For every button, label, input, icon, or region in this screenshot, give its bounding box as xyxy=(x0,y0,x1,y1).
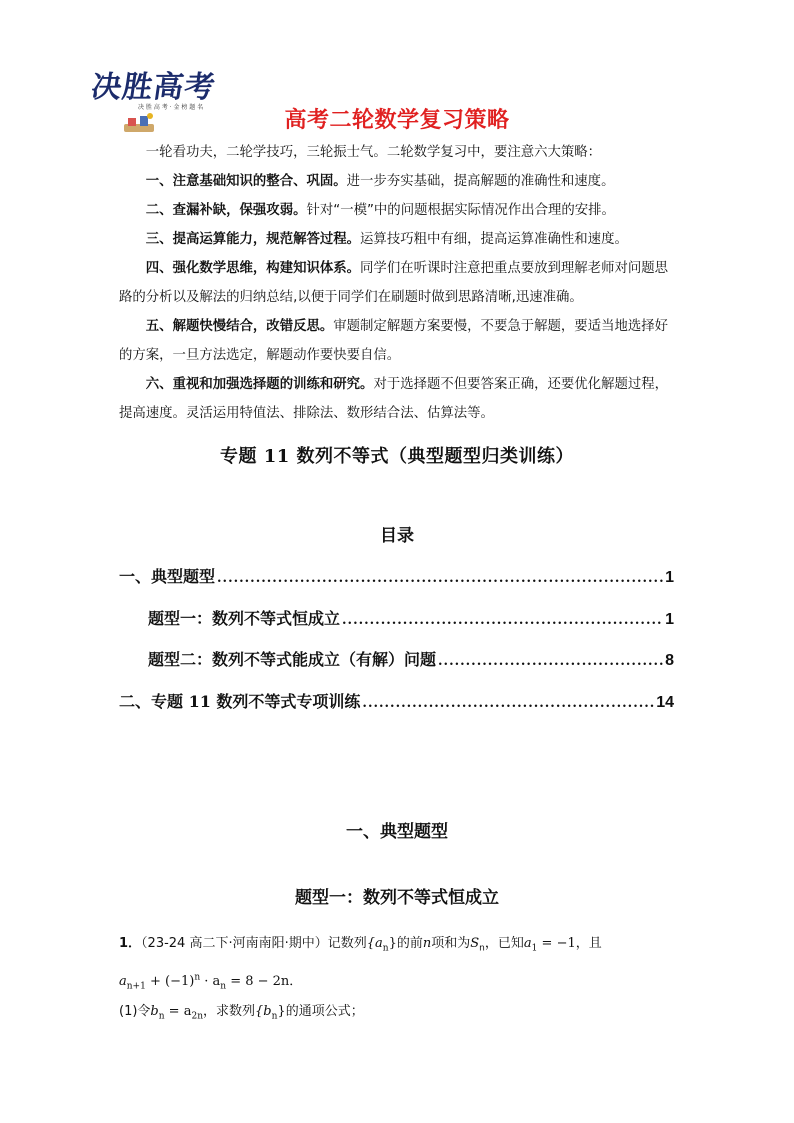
toc-title: 目录 xyxy=(380,526,414,546)
strategy-item: 六、重视和加强选择题的训练和研究。对于选择题不但要答案正确，还要优化解题过程，提高速度。灵活运用特值法、排除法、数形结合法、估算法等。 xyxy=(119,377,669,421)
problem-equation: $a_{n+1} + (-1)^n \cdot a_n = 8 - 2n$． xyxy=(119,973,303,992)
toc-entry[interactable]: 题型二：数列不等式能成立（有解）问题 ..... 8 xyxy=(148,647,674,670)
strategy-item: 二、查漏补缺，保强攻弱。针对“一模”中的问题根据实际情况作出合理的安排。 xyxy=(145,203,615,218)
toc-leader xyxy=(217,571,663,586)
section-heading: 一、典型题型 xyxy=(346,822,448,842)
problem-question-1: (1)令$b_n = a_{2n}$，求数列$\{b_n\}$的通项公式； xyxy=(119,1004,364,1022)
toc-leader xyxy=(438,654,663,669)
toc-leader xyxy=(342,613,663,628)
toc-entry[interactable]: 一、典型题型 ..... 1 xyxy=(119,564,674,587)
logo-subtext: 决 胜 高 考 · 金 榜 题 名 xyxy=(138,104,204,111)
strategy-item: 三、提高运算能力，规范解答过程。运算技巧粗中有细，提高运算准确性和速度。 xyxy=(145,232,628,247)
section-subheading: 题型一：数列不等式恒成立 xyxy=(295,888,499,908)
toc-entry[interactable]: 二、专题 11 数列不等式专项训练 ..... 14 xyxy=(119,689,674,712)
problem-line-1: 1．（23-24 高二下·河南南阳·期中）记数列$\{a_n\}$的前n项和为$S_n$，已知$a_1 = -1$，且 xyxy=(119,936,602,954)
strategy-item: 五、解题快慢结合，改错反思。审题制定解题方案要慢，不要急于解题，要适当地选择好的方案，一旦方法选定，解题动作要快要自信。 xyxy=(119,319,669,363)
strategy-item: 一、注意基础知识的整合、巩固。进一步夯实基础，提高解题的准确性和速度。 xyxy=(145,174,615,189)
strategy-intro: 一轮看功夫，二轮学技巧，三轮振士气。二轮数学复习中，要注意六大策略： xyxy=(145,145,602,160)
logo-text: 决胜高考 xyxy=(89,70,218,105)
page-title: 高考二轮数学复习策略 xyxy=(284,108,510,133)
toc-entry[interactable]: 题型一：数列不等式恒成立 ..... 1 xyxy=(148,606,674,629)
toc-leader xyxy=(362,696,654,711)
topic-title: 专题 11 数列不等式（典型题型归类训练） xyxy=(219,446,575,467)
strategy-item: 四、强化数学思维，构建知识体系。同学们在听课时注意把重点要放到理解老师对问题思路的分析以及解法的归纳总结,以便于同学们在刷题时做到思路清晰,迅速准确。 xyxy=(119,261,669,305)
strategy-block xyxy=(119,138,679,428)
